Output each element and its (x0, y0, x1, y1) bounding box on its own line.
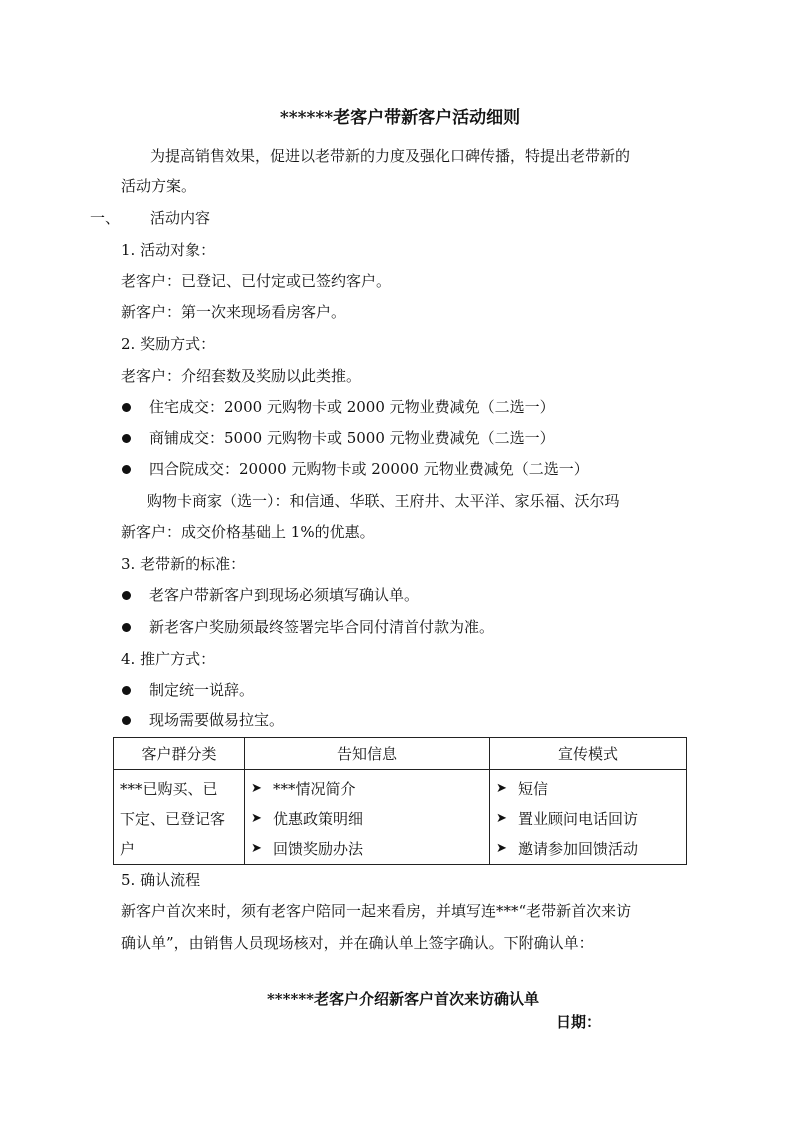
standard-1: 老客户带新客户到现场必须填写确认单。 (149, 586, 420, 604)
info-cell (245, 770, 490, 865)
section-number: 一、 (90, 209, 121, 227)
table-row (114, 770, 687, 865)
item-1-new-customer: 新客户：第一次来现场看房客户。 (121, 303, 347, 321)
arrow-bullet-icon: ➤ (251, 841, 262, 856)
list-item (251, 834, 483, 864)
list-item (496, 834, 680, 864)
section-heading: 活动内容 (150, 209, 211, 227)
item-4-heading: 4. 推广方式： (121, 650, 216, 668)
item-2-new-customer: 新客户：成交价格基础上 1%的优惠。 (121, 523, 375, 541)
arrow-bullet-icon: ➤ (251, 781, 262, 796)
document-title: ******老客户带新客户活动细则 (279, 108, 521, 128)
form-title: ******老客户介绍新客户首次来访确认单 (266, 990, 540, 1008)
item-5-line-2: 确认单”，由销售人员现场核对，并在确认单上签字确认。下附确认单： (121, 934, 594, 952)
reward-shop: 商铺成交：5000 元购物卡或 5000 元物业费减免（二选一） (149, 429, 555, 447)
promo-item-label: 短信 (518, 780, 549, 798)
item-5-line-1: 新客户首次来时，须有老客户陪同一起来看房，并填写连***“老带新首次来访 (121, 902, 632, 920)
arrow-bullet-icon: ➤ (496, 841, 507, 856)
bullet-icon (122, 686, 131, 695)
group-line: 下定、已登记客 (120, 810, 226, 828)
bullet-icon (122, 591, 131, 600)
bullet-icon (122, 434, 131, 443)
info-item-label: 优惠政策明细 (273, 810, 364, 828)
date-label: 日期： (556, 1013, 602, 1031)
reward-residential: 住宅成交：2000 元购物卡或 2000 元物业费减免（二选一） (149, 398, 555, 416)
promo-method-1: 制定统一说辞。 (149, 681, 255, 699)
item-1-old-customer: 老客户：已登记、已付定或已签约客户。 (121, 272, 392, 290)
item-2-heading: 2. 奖励方式： (121, 335, 216, 353)
standard-2: 新老客户奖励须最终签署完毕合同付清首付款为准。 (149, 618, 495, 636)
bullet-icon (122, 403, 131, 412)
promo-item-label: 置业顾问电话回访 (518, 810, 639, 828)
info-item-label: 回馈奖励办法 (273, 840, 364, 858)
bullet-icon (122, 623, 131, 632)
group-cell (114, 770, 245, 865)
arrow-bullet-icon: ➤ (496, 811, 507, 826)
reward-courtyard: 四合院成交：20000 元购物卡或 20000 元物业费减免（二选一） (149, 460, 589, 478)
table-header-promo: 宣传模式 (490, 738, 687, 770)
info-item-label: ***情况简介 (273, 780, 356, 798)
list-item (251, 804, 483, 834)
group-line: 户 (120, 840, 136, 858)
promo-item-label: 邀请参加回馈活动 (518, 840, 639, 858)
promo-cell (490, 770, 687, 865)
item-2-old-customer: 老客户：介绍套数及奖励以此类推。 (121, 367, 362, 385)
bullet-icon (122, 716, 131, 725)
promo-method-2: 现场需要做易拉宝。 (149, 711, 285, 729)
arrow-bullet-icon: ➤ (251, 811, 262, 826)
item-1-heading: 1. 活动对象： (121, 241, 216, 259)
list-item (496, 804, 680, 834)
item-3-heading: 3. 老带新的标准： (121, 555, 246, 573)
merchant-list: 购物卡商家（选一）：和信通、华联、王府井、太平洋、家乐福、沃尔玛 (147, 492, 620, 510)
item-5-heading: 5. 确认流程 (121, 871, 201, 889)
list-item (496, 774, 680, 804)
arrow-bullet-icon: ➤ (496, 781, 507, 796)
table-header-info: 告知信息 (245, 738, 490, 770)
list-item (251, 774, 483, 804)
intro-line-1: 为提高销售效果，促进以老带新的力度及强化口碑传播，特提出老带新的 (150, 147, 631, 165)
bullet-icon (122, 465, 131, 474)
table-header-row (114, 738, 687, 770)
group-line: ***已购买、已 (120, 780, 218, 798)
intro-line-2: 活动方案。 (121, 177, 197, 195)
table-header-group: 客户群分类 (114, 738, 245, 770)
customer-info-table (113, 737, 687, 865)
